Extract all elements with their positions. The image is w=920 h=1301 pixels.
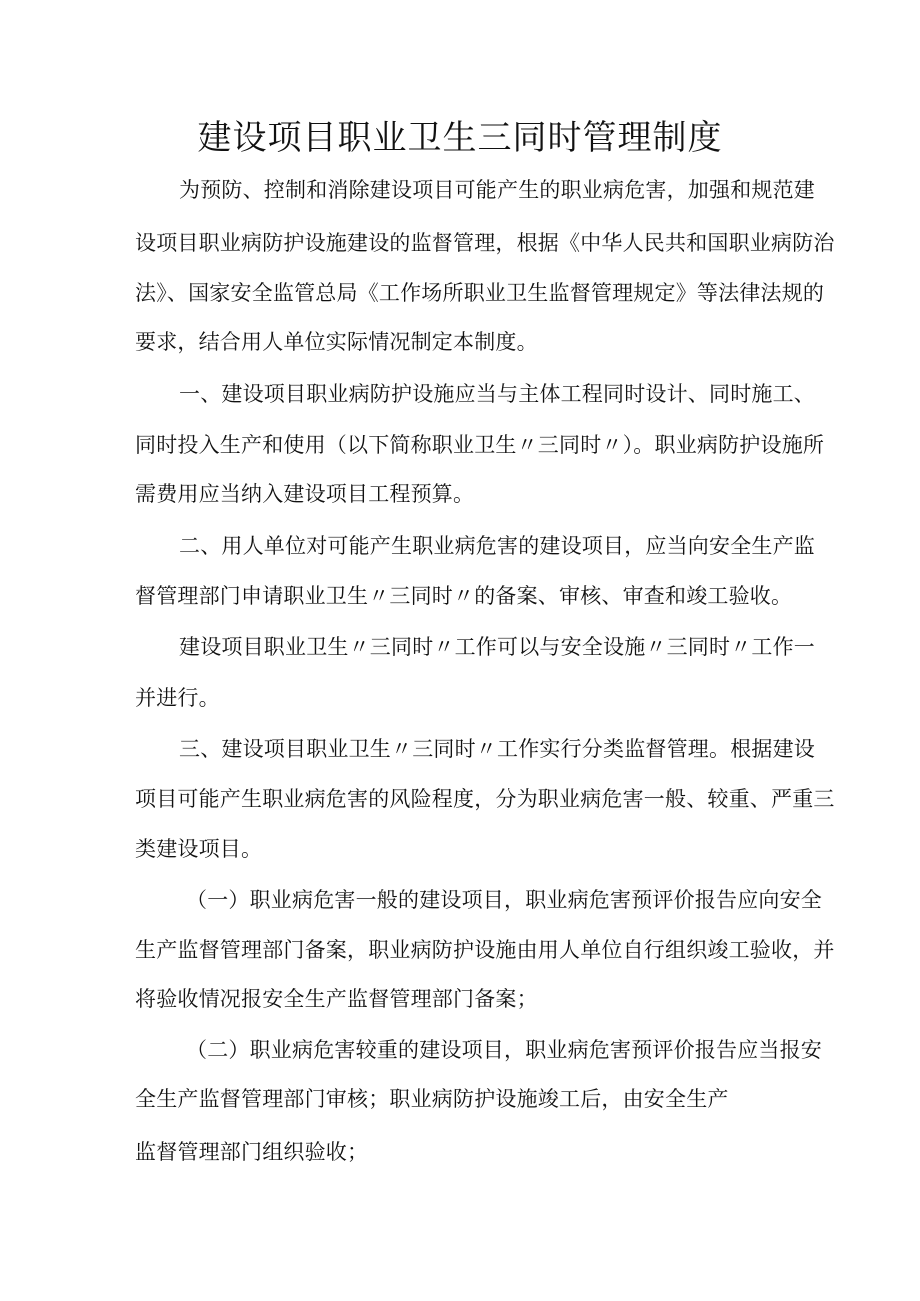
document-title: 建设项目职业卫生三同时管理制度: [197, 118, 723, 158]
paragraph-line: 三、建设项目职业卫生〃三同时〃工作实行分类监督管理。根据建设: [179, 737, 815, 761]
paragraph-line: 项目可能产生职业病危害的风险程度，分为职业病危害一般、较重、严重三: [135, 787, 835, 811]
paragraph-line: 生产监督管理部门备案，职业病防护设施由用人单位自行组织竣工验收，并: [135, 938, 835, 962]
paragraph-line: 将验收情况报安全生产监督管理部门备案；: [135, 987, 538, 1011]
paragraph-line: 设项目职业病防护设施建设的监督管理，根据《中华人民共和国职业病防治: [135, 231, 835, 255]
paragraph-line: 需费用应当纳入建设项目工程预算。: [135, 482, 475, 506]
paragraph-line: 监督管理部门组织验收；: [135, 1140, 369, 1164]
paragraph-line: 同时投入生产和使用（以下简称职业卫生〃三同时〃）。职业病防护设施所: [135, 433, 825, 457]
paragraph-line: 全生产监督管理部门审核；职业病防护设施竣工后，由安全生产: [135, 1087, 729, 1111]
paragraph-line: 类建设项目。: [135, 837, 263, 861]
paragraph-line: 法》、国家安全监管总局《工作场所职业卫生监督管理规定》等法律法规的: [135, 281, 825, 305]
paragraph-line: 二、用人单位对可能产生职业病危害的建设项目，应当向安全生产监: [179, 534, 815, 558]
paragraph-line: （一）职业病危害一般的建设项目，职业病危害预评价报告应向安全: [186, 888, 822, 912]
paragraph-line: （二）职业病危害较重的建设项目，职业病危害预评价报告应当报安: [186, 1038, 822, 1062]
paragraph-line: 并进行。: [135, 686, 220, 710]
paragraph-line: 一、建设项目职业病防护设施应当与主体工程同时设计、同时施工、: [179, 382, 815, 406]
paragraph-line: 督管理部门申请职业卫生〃三同时〃的备案、审核、审查和竣工验收。: [135, 584, 793, 608]
paragraph-line: 为预防、控制和消除建设项目可能产生的职业病危害，加强和规范建: [179, 178, 815, 202]
paragraph-line: 建设项目职业卫生〃三同时〃工作可以与安全设施〃三同时〃工作一: [179, 635, 815, 659]
paragraph-line: 要求，结合用人单位实际情况制定本制度。: [135, 330, 538, 354]
